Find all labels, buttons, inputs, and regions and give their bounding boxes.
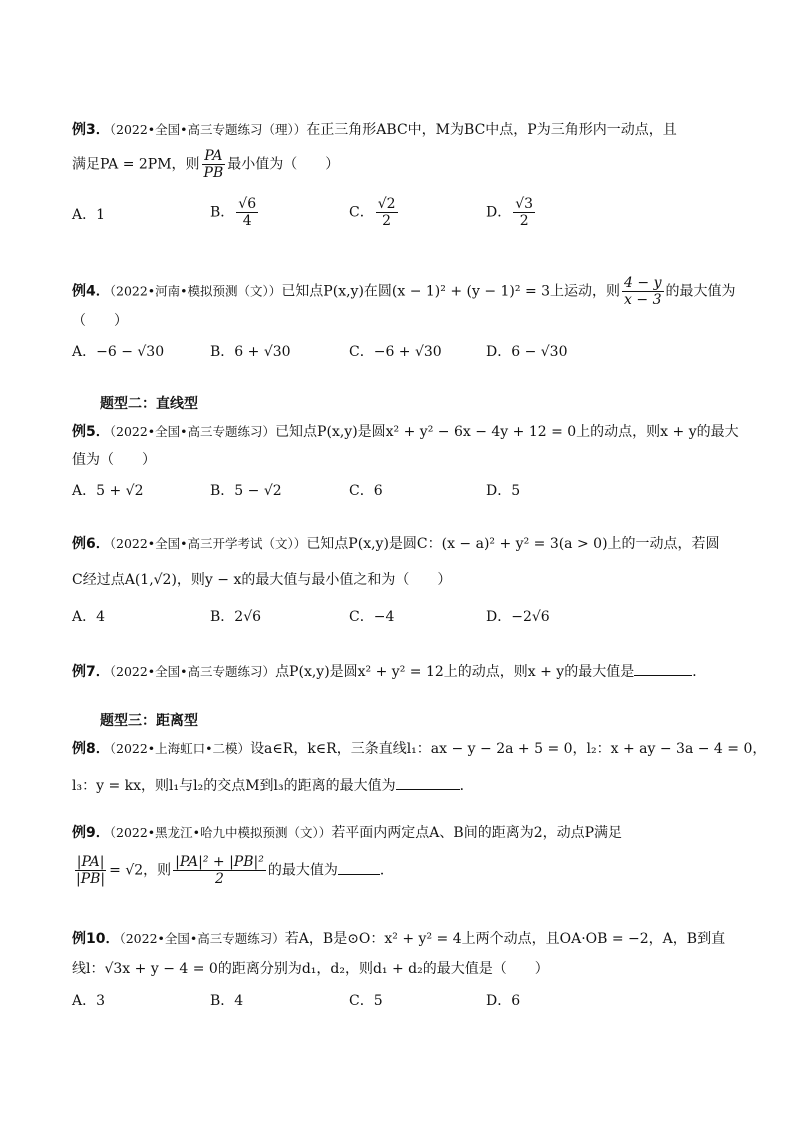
ex3-option-c-den: 2 (382, 213, 392, 229)
ex9-answer-blank[interactable] (338, 860, 380, 875)
ex3-option-d-fraction (513, 196, 535, 229)
ex6-stem-a: 已知点P(x,y)是圆C：(x − a)² + y² = 3(a > 0)上的一动点，若圆 (306, 536, 720, 552)
ex3-option-b[interactable] (210, 196, 260, 229)
ex4-option-d[interactable]: D．6 − √30 (486, 344, 568, 360)
ex3-stem-c: 最小值为（ ） (227, 156, 340, 173)
ex4-source: （2022•河南•模拟预测（文）） (109, 283, 282, 299)
ex9-stem-c: 的最大值为 (267, 862, 338, 879)
ex3-option-c-num: √2 (377, 196, 396, 212)
ex8-answer-blank[interactable] (396, 775, 460, 790)
ex3-frac-den: PB (203, 165, 224, 181)
ex4-option-a[interactable]: A．−6 − √30 (72, 344, 165, 360)
ex5-option-b[interactable]: B．5 − √2 (210, 483, 282, 499)
ex8-stem-line2 (72, 775, 474, 795)
ex9-stem-b: = √2，则 (109, 862, 172, 879)
ex9-stem-end: ． (379, 862, 394, 879)
ex9-stem-line1 (72, 824, 622, 842)
ex8-stem-a: 设a∈R，k∈R，三条直线l₁：ax − y − 2a + 5 = 0，l₂：x + ay − 3a − 4 = 0， (250, 741, 767, 757)
ex3-option-b-num: √6 (238, 196, 257, 212)
ex6-option-c[interactable]: C．−4 (349, 609, 395, 625)
ex10-source: （2022•全国•高三专题练习） (119, 931, 285, 946)
ex3-option-b-fraction (236, 196, 258, 229)
section-heading-line-type: 题型二：直线型 (100, 396, 198, 412)
ex10-stem-line1 (72, 930, 725, 948)
ex7-source: （2022•全国•高三专题练习） (109, 664, 276, 679)
ex10-option-a[interactable]: A．3 (72, 993, 106, 1009)
ex4-stem-line1 (72, 275, 736, 308)
ex3-option-c-label: C． (349, 204, 374, 221)
ex7-label: 例7． (72, 664, 110, 680)
ex8-label: 例8． (72, 741, 110, 757)
ex9-label: 例9． (72, 825, 110, 841)
ex8-stem-end: ． (459, 778, 474, 794)
ex10-option-b[interactable]: B．4 (210, 993, 244, 1009)
ex4-option-c[interactable]: C．−6 + √30 (349, 344, 442, 360)
ex3-source: （2022•全国•高三专题练习（理）） (109, 122, 307, 137)
ex6-label: 例6． (72, 536, 110, 552)
ex3-option-d-label: D． (486, 204, 512, 221)
ex8-stem-line1 (72, 740, 766, 758)
ex9-frac2-num: |PA|² + |PB|² (175, 854, 264, 870)
ex3-stem-line1 (72, 121, 677, 139)
ex3-option-b-den: 4 (242, 213, 252, 229)
ex3-option-b-label: B． (210, 204, 235, 221)
ex7-stem-end: ． (692, 664, 707, 680)
ex4-fraction (622, 275, 663, 308)
ex3-frac-num: PA (204, 148, 223, 164)
ex7-answer-blank[interactable] (634, 661, 692, 676)
ex5-stem-line1 (72, 423, 739, 441)
ex5-option-c[interactable]: C．6 (349, 483, 383, 499)
ex6-option-b[interactable]: B．2√6 (210, 609, 262, 625)
ex8-stem-b: l₃：y = kx，则l₁与l₂的交点M到l₃的距离的最大值为 (72, 778, 396, 794)
ex3-label: 例3． (72, 122, 110, 138)
ex3-option-d[interactable] (486, 196, 537, 229)
ex4-label: 例4． (72, 283, 110, 300)
ex9-frac1-num: |PA| (76, 854, 105, 870)
ex3-option-d-num: √3 (515, 196, 534, 212)
ex4-stem-a: 已知点P(x,y)在圆(x − 1)² + (y − 1)² = 3上运动，则 (281, 283, 621, 300)
ex5-option-a[interactable]: A．5 + √2 (72, 483, 144, 499)
ex5-source: （2022•全国•高三专题练习） (109, 424, 276, 439)
ex4-frac-num: 4 − y (624, 275, 662, 291)
ex3-option-c[interactable] (349, 196, 400, 229)
ex10-label: 例10． (72, 931, 120, 947)
ex3-option-a[interactable]: A．1 (72, 207, 106, 223)
ex10-stem-b: 线l：√3x + y − 4 = 0的距离分别为d₁，d₂，则d₁ + d₂的最大值是（ ） (72, 961, 549, 977)
ex3-stem-b: 满足PA = 2PM，则 (72, 156, 200, 173)
ex10-option-d[interactable]: D．6 (486, 993, 521, 1009)
ex7-stem-a: 点P(x,y)是圆x² + y² = 12上的动点，则x + y的最大值是 (275, 664, 635, 680)
ex9-frac2-den: 2 (215, 871, 224, 887)
ex7-stem-line1 (72, 661, 706, 681)
ex3-fraction (202, 148, 226, 181)
ex4-stem-b: 的最大值为 (665, 283, 736, 300)
ex9-frac1-den: |PB| (76, 871, 106, 887)
ex4-frac-den: x − 3 (624, 292, 662, 308)
ex5-stem-b: 值为（ ） (72, 452, 156, 468)
ex5-label: 例5． (72, 424, 110, 440)
ex9-source: （2022•黑龙江•哈九中模拟预测（文）） (109, 825, 332, 840)
ex9-fraction-expression (173, 854, 266, 887)
ex4-stem-c: （ ） (72, 313, 128, 329)
ex9-stem-a: 若平面内两定点A、B间的距离为2，动点P满足 (331, 825, 623, 841)
ex6-source: （2022•全国•高三开学考试（文）） (109, 536, 307, 551)
ex3-stem-line2 (72, 148, 339, 181)
ex3-option-c-fraction (376, 196, 398, 229)
ex4-option-b[interactable]: B．6 + √30 (210, 344, 291, 360)
ex9-stem-line2 (72, 854, 394, 887)
ex10-option-c[interactable]: C．5 (349, 993, 383, 1009)
ex6-stem-line1 (72, 535, 720, 553)
ex3-option-d-den: 2 (519, 213, 529, 229)
ex9-fraction-ratio (74, 854, 107, 887)
ex6-option-a[interactable]: A．4 (72, 609, 106, 625)
ex8-source: （2022•上海虹口•二模） (109, 741, 251, 756)
ex3-stem-a: 在正三角形ABC中，M为BC中点，P为三角形内一动点，且 (306, 122, 677, 138)
ex6-stem-b: C经过点A(1,√2)，则y − x的最大值与最小值之和为（ ） (72, 572, 452, 588)
section-heading-distance-type: 题型三：距离型 (100, 713, 198, 729)
ex5-stem-a: 已知点P(x,y)是圆x² + y² − 6x − 4y + 12 = 0上的动点，则x + y的最大 (275, 424, 739, 440)
ex5-option-d[interactable]: D．5 (486, 483, 521, 499)
ex6-option-d[interactable]: D．−2√6 (486, 609, 550, 625)
ex10-stem-a: 若A，B是⊙O：x² + y² = 4上两个动点，且OA·OB = −2，A，B到直 (284, 931, 726, 947)
